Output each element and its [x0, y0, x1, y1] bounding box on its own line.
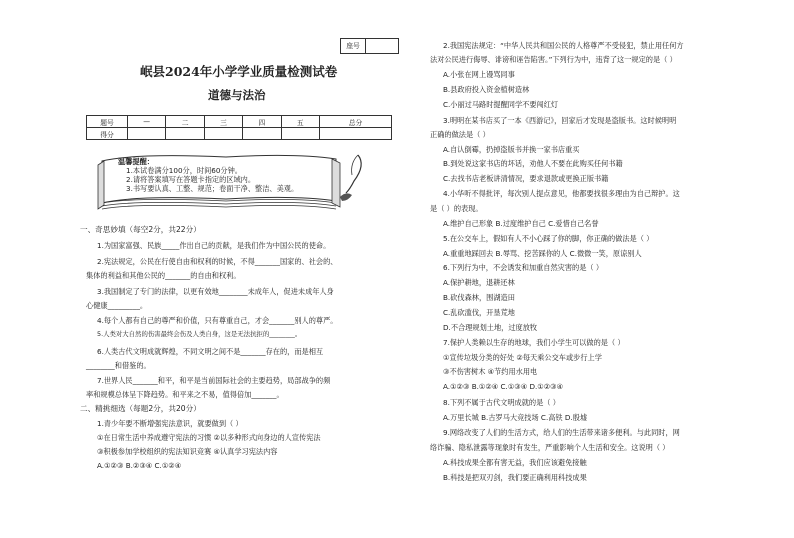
question-line: 集体的利益和其他公民的_______的自由和权利。 [86, 271, 241, 280]
score-header-row [87, 116, 392, 128]
question-option: D.不合理规划土地，过度放牧 [443, 323, 538, 332]
question-option: A.①②③ B.①②④ C.①③④ D.①②③④ [443, 382, 564, 391]
seat-number-box [340, 38, 399, 54]
reminder-banner [96, 151, 374, 213]
score-value-row [87, 128, 392, 140]
question-option: B.科技是把双刃剑，我们要正确利用科技成果 [443, 473, 587, 482]
question-option: ①宣传垃圾分类的好处 ②每天乘公交车或步行上学 [443, 353, 602, 362]
question-option: A.万里长城 B.古罗马大竞技场 C.高铁 D.殷墟 [443, 413, 588, 422]
score-header-cell: 四 [243, 116, 281, 128]
question-line: ________和借鉴的。 [86, 361, 151, 370]
score-header-cell: 三 [204, 116, 242, 128]
seat-number-field[interactable] [366, 39, 398, 53]
question-option: ①在日常生活中养成遵守宪法的习惯 ②以多种形式向身边的人宣传宪法 [97, 433, 321, 442]
question-line: 7.保护人类赖以生存的地球，我们小学生可以做的是（ ） [443, 338, 625, 347]
section-1-heading: 一、奇思妙填（每空2分，共22分） [80, 225, 201, 234]
question-option: A.重重地踩回去 B.辱骂、挖苦踩你的人 C.微微一笑，原谅别人 [443, 249, 642, 258]
score-table [86, 115, 392, 140]
question-line: 3.明明在某书店买了一本《西游记》，回家后才发现是盗版书。这时候明明 [443, 116, 677, 125]
score-cell[interactable] [204, 128, 242, 140]
question-line: 心健康_________。 [86, 301, 148, 310]
score-header-cell: 二 [166, 116, 204, 128]
question-line: 络诈骗、隐私泄露等现象时有发生，严重影响个人生活和安全。这说明（ ） [430, 443, 670, 452]
question-line: 1.为国家富强、民族_____作出自己的贡献，是我们作为中国公民的使命。 [97, 241, 331, 250]
question-line: 5.人类对大自然的伤害最终会伤及人类自身，这是无法抗拒的________。 [97, 330, 302, 338]
question-option: A.维护自己形象 B.过度维护自己 C.爱惜自己名誉 [443, 219, 599, 228]
section-2-heading: 二、精挑细选（每题2分，共20分） [80, 404, 201, 413]
question-option: ③不伤害树木 ④节约用水用电 [443, 367, 538, 376]
score-cell[interactable] [166, 128, 204, 140]
question-option: A.小张在网上谩骂同事 [443, 70, 515, 79]
question-line: 1.青少年要不断增强宪法意识，就要做到（ ） [97, 419, 243, 428]
question-option: A.①②③ B.②③④ C.①②④ [97, 461, 182, 470]
seat-label: 座号 [341, 39, 366, 53]
reminder-item: 2.请将答案填写在答题卡指定的区域内。 [126, 175, 256, 184]
question-line: 8.下列不属于古代文明成就的是（ ） [443, 398, 560, 407]
reminder-item: 1.本试卷满分100分，时间60分钟。 [126, 166, 242, 175]
score-cell[interactable] [243, 128, 281, 140]
question-line: 法对公民进行侮辱、诽谤和诬告陷害。”下列行为中，违背了这一规定的是（ ） [430, 55, 677, 64]
question-option: A.保护耕地，退耕还林 [443, 278, 515, 287]
question-line: 2.我国宪法规定：“中华人民共和国公民的人格尊严不受侵犯，禁止用任何方 [443, 41, 684, 50]
score-header-cell: 题号 [87, 116, 128, 128]
question-line: 是（ ）的表现。 [430, 204, 483, 213]
question-option: ③积极参加学校组织的宪法知识竞赛 ④认真学习宪法内容 [97, 447, 278, 456]
question-line: 率和规模总体呈下降趋势。和平来之不易，值得倍加_______。 [86, 390, 284, 399]
score-cell[interactable] [281, 128, 319, 140]
question-option: B.县政府投入资金植树造林 [443, 85, 530, 94]
question-line: 正确的做法是（ ） [430, 130, 490, 139]
reminder-item: 3.书写要认真、工整、规范；卷面干净、整洁、美观。 [126, 184, 299, 193]
question-line: 6.人类古代文明成就辉煌，不同文明之间不是_______存在的，而是相互 [97, 347, 324, 356]
question-option: C.去找书店老板讲清情况，要求退款或更换正版书籍 [443, 174, 609, 183]
question-line: 4.小华听不得批评，每次别人提点意见，他都要找很多理由为自己辩护。这 [443, 189, 680, 198]
exam-subtitle: 道德与法治 [208, 88, 266, 102]
question-option: A.科技成果全都有害无益，我们应该避免接触 [443, 458, 587, 467]
question-option: C.乱砍滥伐，开垦荒地 [443, 308, 515, 317]
score-header-cell: 五 [281, 116, 319, 128]
question-line: 3.我国制定了专门的法律，以更有效地________未成年人，促进未成年人身 [97, 287, 334, 296]
score-header-cell: 总分 [320, 116, 392, 128]
question-option: B.到处说这家书店的坏话，劝他人不要在此购买任何书籍 [443, 159, 623, 168]
quill-pen-icon [340, 155, 361, 201]
score-header-cell: — [128, 116, 166, 128]
question-option: C.小丽过马路时提醒同学不要闯红灯 [443, 100, 559, 109]
question-line: 6.下列行为中，不会诱发和加重自然灾害的是（ ） [443, 263, 604, 272]
exam-title: 岷县2024年小学学业质量检测试卷 [140, 64, 338, 79]
score-cell[interactable] [128, 128, 166, 140]
question-line: 7.世界人民_______和平，和平是当前国际社会的主要趋势，局部战争的频 [97, 376, 331, 385]
question-option: B.砍伐森林，围湖造田 [443, 293, 515, 302]
question-line: 9.网络改变了人们的生活方式，给人们的生活带来诸多便利。与此同时，网 [443, 428, 680, 437]
reminder-heading: 温馨提醒： [118, 157, 154, 166]
question-line: 5.在公交车上，假如有人不小心踩了你的脚，你正确的做法是（ ） [443, 234, 654, 243]
question-line: 2.宪法规定，公民在行使自由和权利的时候，不得_______国家的、社会的、 [97, 257, 338, 266]
score-row-label: 得分 [87, 128, 128, 140]
question-line: 4.每个人都有自己的尊严和价值，只有尊重自己，才会_______别人的尊严。 [97, 316, 338, 325]
question-option: A.自认倒霉，扔掉盗版书并换一家书店重买 [443, 145, 580, 154]
score-cell[interactable] [320, 128, 392, 140]
